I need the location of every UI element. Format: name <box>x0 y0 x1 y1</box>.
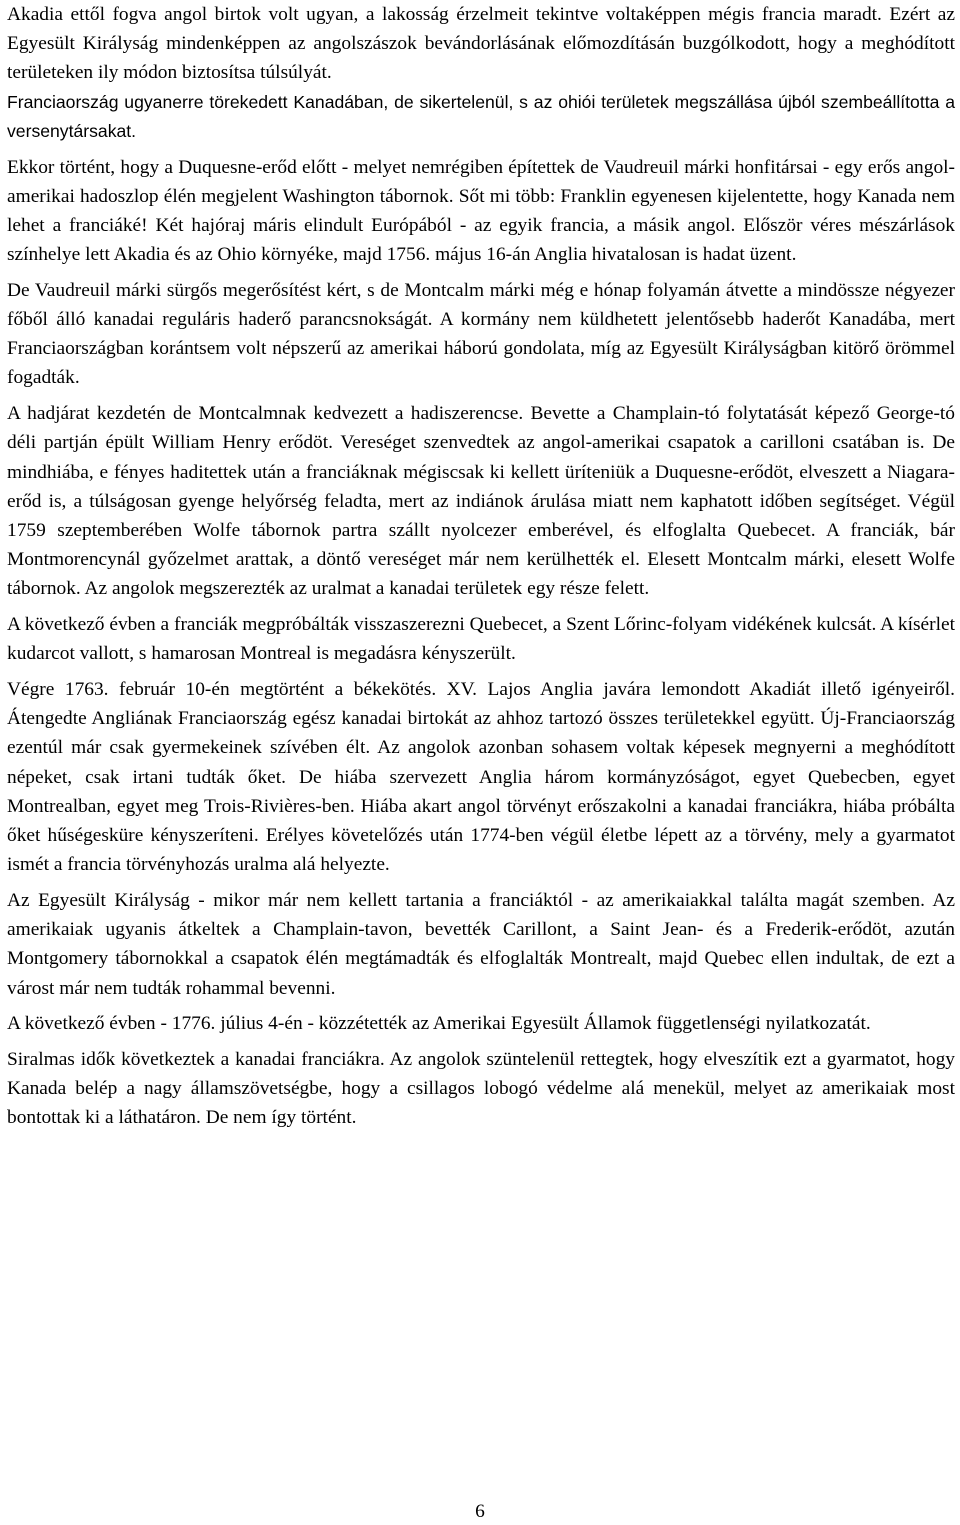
paragraph-8: Az Egyesült Királyság - mikor már nem kellett tartania a franciáktól - az amerikaiakkal találta magát szemben. Az amerikaiak ugyanis átkeltek a Champlain-tavon, bevették Carillont, a Saint Jean- és a Frederik-erődöt, azután Montgomery tábornokkal a csapatok élén megtámadták és elfoglalták Montrealt, majd Quebec ellen indultak, de ezt a várost már nem tudták rohammal bevenni. <box>7 889 955 999</box>
paragraph-4: De Vaudreuil márki sürgős megerősítést kért, s de Montcalm márki még e hónap folyamán átvette a mindössze négyezer főből álló kanadai reguláris haderő parancsnokságát. A kormány nem küldhetett jelentősebb haderőt Kanadába, mert Franciaországban korántsem volt népszerű az amerikai háború gondolata, míg az Egyesült Királyságban kitörő örömmel fogadták. <box>7 279 955 389</box>
paragraph-3: Ekkor történt, hogy a Duquesne-erőd előtt - melyet nemrégiben építettek de Vaudreuil márki honfitársai - egy erős angol-amerikai hadoszlop élén megjelent Washington tábornok. Sőt mi több: Franklin egyenesen kijelentette, hogy Kanada nem lehet a franciáké! Két hajóraj máris elindult Európából - az egyik francia, a másik angol. Először véres mészárlások színhelye lett Akadia és az Ohio környéke, majd 1756. május 16-án Anglia hivatalosan is hadat üzent. <box>7 156 955 266</box>
paragraph-10: Siralmas idők következtek a kanadai franciákra. Az angolok szüntelenül rettegtek, hogy elveszítik ezt a gyarmatot, hogy Kanada belép a nagy államszövetségbe, hogy a csillagos lobogó védelme alá menekül, melyet az amerikaiak most bontottak ki a láthatáron. De nem így történt. <box>7 1048 955 1129</box>
paragraph-2: Franciaország ugyanerre törekedett Kanadában, de sikertelenül, s az ohiói területek megszállása újból szembeállította a versenytársakat. <box>7 91 955 141</box>
paragraph-6: A következő évben a franciák megpróbálták visszaszerezni Quebecet, a Szent Lőrinc-folyam vidékének kulcsát. A kísérlet kudarcot vallott, s hamarosan Montreal is megadásra kényszerült. <box>7 614 955 665</box>
document-page <box>7 0 955 1133</box>
paragraph-1: Akadia ettől fogva angol birtok volt ugyan, a lakosság érzelmeit tekintve voltaképpen mégis francia maradt. Ezért az Egyesült Királyság mindenképpen az angolszászok bevándorlásának előmozdításán buzgólkodott, hogy a meghódított területeken ily módon biztosítsa túlsúlyát. <box>7 4 955 84</box>
paragraph-7: Végre 1763. február 10-én megtörtént a békekötés. XV. Lajos Anglia javára lemondott Akadiát illető igényeiről. Átengedte Angliának Franciaország egész kanadai birtokát az ahhoz tartozó összes területekkel együtt. Új-Franciaország ezentúl már csak gyermekeinek szívében élt. Az angolok azonban sohasem voltak képesek megnyerni a meghódított népeket, csak irtani tudták őket. De hiába szervezett Anglia három kormányzóságot, egyet Quebecben, egyet Montrealban, egyet meg Trois-Rivières-ben. Hiába akart angol törvényt erőszakolni a kanadai franciákra, hiába próbálta őket hűségesküre kényszeríteni. Erélyes követelőzés után 1774-ben végül életbe lépett az a törvény, mely a gyarmatot ismét a francia törvényhozás uralma alá helyezte. <box>7 678 955 876</box>
page-number: 6 <box>475 1501 485 1522</box>
paragraph-5: A hadjárat kezdetén de Montcalmnak kedvezett a hadiszerencse. Bevette a Champlain-tó folytatását képező George-tó déli partján épült William Henry erődöt. Vereséget szenvedtek az angol-amerikai csapatok a carilloni csatában is. De mindhiába, e fényes haditettek után a franciáknak mégiscsak ki kellett üríteniük a Duquesne-erődöt, elveszett a Niagara-erőd is, a túlságosan gyenge helyőrség feladta, mert az indiánok árulása miatt nem kaphatott időben segítséget. Végül 1759 szeptemberében Wolfe tábornok partra szállt nyolcezer emberével, és elfoglalta Quebecet. A franciák, bár Montmorencynál győzelmet arattak, a döntő vereséget már nem kerülhették el. Elesett Montcalm márki, elesett Wolfe tábornok. Az angolok megszerezték az uralmat a kanadai területek egy része felett. <box>7 403 955 600</box>
paragraph-9: A következő évben - 1776. július 4-én - közzétették az Amerikai Egyesült Államok függetlenségi nyilatkozatát. <box>7 1013 871 1035</box>
